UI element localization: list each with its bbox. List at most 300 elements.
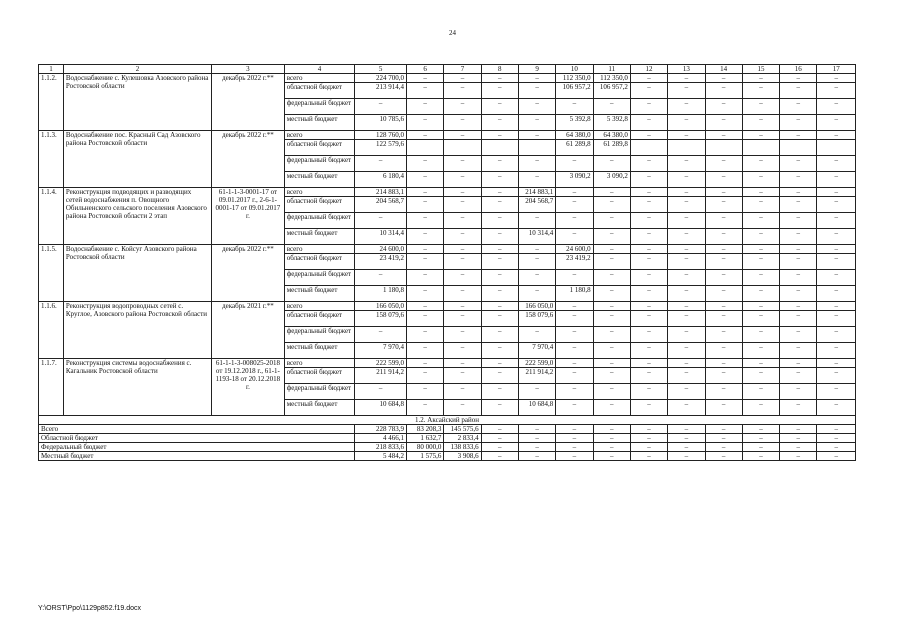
amount-cell: – [742, 254, 779, 270]
amount-cell: – [630, 188, 667, 197]
amount-cell: – [556, 343, 593, 359]
total-amount: – [630, 443, 667, 452]
amount-cell: – [444, 229, 481, 245]
amount-cell: – [705, 131, 742, 140]
amount-cell: – [593, 229, 630, 245]
amount-cell: – [481, 254, 518, 270]
amount-cell: – [630, 229, 667, 245]
amount-cell: – [518, 213, 555, 229]
total-amount: 228 783,9 [355, 425, 407, 434]
total-row [39, 425, 856, 434]
amount-cell: – [780, 368, 817, 384]
total-amount: – [630, 434, 667, 443]
amount-cell: – [444, 311, 481, 327]
total-amount: – [817, 434, 856, 443]
column-number-row [39, 65, 856, 74]
total-amount: – [780, 434, 817, 443]
amount-cell: – [407, 197, 444, 213]
amount-cell: – [668, 156, 705, 172]
total-amount: 5 484,2 [355, 452, 407, 461]
amount-cell: – [630, 270, 667, 286]
total-amount: 80 000,0 [407, 443, 444, 452]
amount-cell: – [780, 131, 817, 140]
project-name: Реконструкция системы водоснабжения с. Кагальник Ростовской области [63, 359, 211, 416]
amount-cell: – [817, 359, 856, 368]
amount-cell: – [593, 99, 630, 115]
amount-cell: – [705, 286, 742, 302]
total-amount: – [556, 452, 593, 461]
amount-cell: – [817, 156, 856, 172]
funding-source: областной бюджет [284, 197, 355, 213]
amount-cell: – [705, 229, 742, 245]
amount-cell [668, 140, 705, 156]
amount-cell: – [444, 74, 481, 83]
amount-cell: – [481, 229, 518, 245]
amount-cell: – [630, 368, 667, 384]
amount-cell: 61 289,8 [556, 140, 593, 156]
total-amount: – [817, 425, 856, 434]
amount-cell: – [444, 172, 481, 188]
table-row [39, 302, 856, 311]
amount-cell: – [780, 311, 817, 327]
funding-source: местный бюджет [284, 286, 355, 302]
amount-cell: – [518, 74, 555, 83]
total-amount: – [705, 452, 742, 461]
amount-cell: 166 050,0 [355, 302, 407, 311]
amount-cell: – [780, 156, 817, 172]
table-row [39, 74, 856, 83]
total-label: Всего [39, 425, 355, 434]
amount-cell: – [668, 302, 705, 311]
project-name: Водоснабжение пос. Красный Сад Азовского района Ростовской области [63, 131, 211, 188]
amount-cell: – [355, 156, 407, 172]
table-row [39, 359, 856, 368]
amount-cell: – [817, 311, 856, 327]
amount-cell [705, 140, 742, 156]
amount-cell: – [481, 359, 518, 368]
amount-cell: – [593, 368, 630, 384]
amount-cell: – [407, 311, 444, 327]
amount-cell: – [668, 368, 705, 384]
amount-cell: – [444, 286, 481, 302]
amount-cell: – [630, 213, 667, 229]
amount-cell: – [705, 172, 742, 188]
amount-cell: – [817, 368, 856, 384]
amount-cell: 106 957,2 [556, 83, 593, 99]
amount-cell: 166 050,0 [518, 302, 555, 311]
amount-cell: – [668, 172, 705, 188]
total-row [39, 434, 856, 443]
amount-cell: – [355, 213, 407, 229]
total-amount: – [817, 443, 856, 452]
amount-cell: – [705, 99, 742, 115]
amount-cell: – [444, 270, 481, 286]
amount-cell: – [742, 229, 779, 245]
column-number: 4 [284, 65, 355, 74]
amount-cell: – [742, 213, 779, 229]
amount-cell: 61 289,8 [593, 140, 630, 156]
amount-cell: 7 970,4 [518, 343, 555, 359]
amount-cell: 222 599,0 [355, 359, 407, 368]
amount-cell: – [668, 213, 705, 229]
project-number: 1.1.3. [39, 131, 64, 188]
amount-cell: – [556, 384, 593, 400]
amount-cell: – [481, 172, 518, 188]
amount-cell: – [481, 156, 518, 172]
column-number: 8 [481, 65, 518, 74]
project-deadline: декабрь 2022 г.** [212, 74, 285, 131]
amount-cell: – [556, 213, 593, 229]
amount-cell: 214 883,1 [355, 188, 407, 197]
amount-cell: – [780, 115, 817, 131]
total-amount: 218 833,6 [355, 443, 407, 452]
project-number: 1.1.5. [39, 245, 64, 302]
amount-cell: – [780, 254, 817, 270]
amount-cell: – [593, 327, 630, 343]
amount-cell: – [518, 327, 555, 343]
amount-cell: – [817, 254, 856, 270]
total-amount: – [630, 452, 667, 461]
total-amount: – [481, 434, 518, 443]
amount-cell: – [481, 188, 518, 197]
amount-cell: – [481, 286, 518, 302]
amount-cell: – [593, 302, 630, 311]
amount-cell: – [630, 74, 667, 83]
amount-cell [444, 140, 481, 156]
amount-cell: – [742, 270, 779, 286]
amount-cell: – [593, 254, 630, 270]
column-number: 9 [518, 65, 555, 74]
amount-cell: – [444, 400, 481, 416]
amount-cell: – [444, 302, 481, 311]
amount-cell: – [705, 327, 742, 343]
page-number: 24 [449, 29, 456, 37]
total-amount: – [742, 443, 779, 452]
amount-cell [407, 140, 444, 156]
amount-cell: – [593, 188, 630, 197]
amount-cell: – [742, 384, 779, 400]
total-amount: – [556, 425, 593, 434]
amount-cell: – [355, 384, 407, 400]
amount-cell: – [630, 400, 667, 416]
amount-cell: – [780, 384, 817, 400]
funding-source: областной бюджет [284, 311, 355, 327]
total-amount: – [742, 452, 779, 461]
amount-cell: – [407, 359, 444, 368]
amount-cell: – [742, 359, 779, 368]
amount-cell: – [556, 270, 593, 286]
amount-cell: – [742, 172, 779, 188]
amount-cell: – [481, 368, 518, 384]
total-amount: – [780, 443, 817, 452]
amount-cell: – [407, 115, 444, 131]
amount-cell: – [518, 254, 555, 270]
amount-cell: – [518, 384, 555, 400]
amount-cell: 24 600,0 [556, 245, 593, 254]
amount-cell: 1 180,8 [355, 286, 407, 302]
column-number: 7 [444, 65, 481, 74]
total-amount: – [668, 425, 705, 434]
amount-cell: 211 914,2 [518, 368, 555, 384]
amount-cell: – [556, 359, 593, 368]
amount-cell: – [407, 172, 444, 188]
funding-source: областной бюджет [284, 140, 355, 156]
amount-cell [817, 140, 856, 156]
amount-cell: 158 079,6 [518, 311, 555, 327]
amount-cell: – [407, 83, 444, 99]
amount-cell: – [668, 286, 705, 302]
amount-cell: – [444, 245, 481, 254]
amount-cell: – [407, 213, 444, 229]
amount-cell: – [444, 254, 481, 270]
column-number: 5 [355, 65, 407, 74]
amount-cell: – [780, 359, 817, 368]
amount-cell: – [481, 400, 518, 416]
amount-cell: – [556, 99, 593, 115]
amount-cell: – [407, 74, 444, 83]
amount-cell: – [817, 327, 856, 343]
funding-source: местный бюджет [284, 400, 355, 416]
project-name: Реконструкция подводящих и разводящих сетей водоснабжения п. Овощного Обильненского сельского поселения Азовского района Ростовской области 2 этап [63, 188, 211, 245]
amount-cell: – [668, 359, 705, 368]
column-number: 14 [705, 65, 742, 74]
amount-cell: – [668, 270, 705, 286]
funding-source: федеральный бюджет [284, 99, 355, 115]
amount-cell: – [705, 156, 742, 172]
amount-cell: – [817, 74, 856, 83]
amount-cell: – [668, 400, 705, 416]
amount-cell: – [705, 368, 742, 384]
amount-cell: – [556, 156, 593, 172]
amount-cell: 5 392,8 [556, 115, 593, 131]
total-amount: – [593, 443, 630, 452]
amount-cell: – [780, 74, 817, 83]
amount-cell: – [481, 213, 518, 229]
amount-cell: – [481, 197, 518, 213]
total-amount: – [518, 443, 555, 452]
amount-cell: – [593, 197, 630, 213]
funding-source: всего [284, 74, 355, 83]
amount-cell: – [481, 302, 518, 311]
amount-cell: – [630, 302, 667, 311]
amount-cell: 3 090,2 [593, 172, 630, 188]
amount-cell: – [780, 286, 817, 302]
amount-cell: – [630, 384, 667, 400]
total-amount: – [742, 425, 779, 434]
amount-cell: – [780, 343, 817, 359]
project-number: 1.1.7. [39, 359, 64, 416]
amount-cell: – [481, 115, 518, 131]
amount-cell: 5 392,8 [593, 115, 630, 131]
amount-cell: – [742, 245, 779, 254]
funding-source: местный бюджет [284, 172, 355, 188]
amount-cell [742, 140, 779, 156]
amount-cell: – [817, 302, 856, 311]
amount-cell: – [705, 83, 742, 99]
amount-cell: – [444, 131, 481, 140]
funding-source: федеральный бюджет [284, 156, 355, 172]
amount-cell [481, 140, 518, 156]
amount-cell: – [556, 327, 593, 343]
amount-cell: – [593, 245, 630, 254]
amount-cell: – [407, 384, 444, 400]
total-amount: – [481, 452, 518, 461]
total-amount: – [481, 443, 518, 452]
amount-cell: 214 883,1 [518, 188, 555, 197]
amount-cell: – [742, 286, 779, 302]
amount-cell: – [705, 270, 742, 286]
funding-table [38, 64, 856, 461]
amount-cell: – [481, 245, 518, 254]
amount-cell: – [817, 400, 856, 416]
amount-cell: – [630, 115, 667, 131]
project-number: 1.1.4. [39, 188, 64, 245]
amount-cell [630, 140, 667, 156]
amount-cell: – [668, 229, 705, 245]
amount-cell: – [630, 254, 667, 270]
amount-cell: – [630, 99, 667, 115]
amount-cell: – [817, 172, 856, 188]
amount-cell: 213 914,4 [355, 83, 407, 99]
amount-cell: – [817, 83, 856, 99]
amount-cell: 23 419,2 [355, 254, 407, 270]
amount-cell: – [407, 302, 444, 311]
amount-cell: – [742, 115, 779, 131]
amount-cell: – [407, 156, 444, 172]
total-amount: – [780, 452, 817, 461]
amount-cell: – [817, 286, 856, 302]
amount-cell: 122 579,6 [355, 140, 407, 156]
amount-cell: – [668, 245, 705, 254]
amount-cell: 106 957,2 [593, 83, 630, 99]
amount-cell: – [668, 254, 705, 270]
amount-cell: – [780, 213, 817, 229]
funding-source: местный бюджет [284, 115, 355, 131]
amount-cell: – [407, 270, 444, 286]
amount-cell: – [444, 343, 481, 359]
amount-cell: – [407, 327, 444, 343]
amount-cell: – [518, 156, 555, 172]
amount-cell: – [630, 131, 667, 140]
amount-cell: – [481, 131, 518, 140]
total-label: Местный бюджет [39, 452, 355, 461]
amount-cell: – [593, 359, 630, 368]
amount-cell: – [705, 359, 742, 368]
amount-cell: – [705, 343, 742, 359]
amount-cell: – [742, 131, 779, 140]
amount-cell: – [481, 99, 518, 115]
total-amount: 4 466,1 [355, 434, 407, 443]
amount-cell: – [481, 270, 518, 286]
amount-cell: – [407, 400, 444, 416]
total-amount: 145 575,6 [444, 425, 481, 434]
total-amount: – [780, 425, 817, 434]
amount-cell: – [630, 245, 667, 254]
amount-cell: – [780, 83, 817, 99]
amount-cell: – [481, 74, 518, 83]
column-number: 12 [630, 65, 667, 74]
amount-cell: – [742, 400, 779, 416]
amount-cell: – [742, 311, 779, 327]
total-label: Областной бюджет [39, 434, 355, 443]
amount-cell: – [593, 311, 630, 327]
amount-cell: – [705, 213, 742, 229]
total-amount: – [593, 434, 630, 443]
total-label: Федеральный бюджет [39, 443, 355, 452]
column-number: 13 [668, 65, 705, 74]
project-deadline: декабрь 2021 г.** [212, 302, 285, 359]
amount-cell: – [444, 197, 481, 213]
amount-cell: – [407, 254, 444, 270]
amount-cell: – [742, 83, 779, 99]
project-deadline: декабрь 2022 г.** [212, 245, 285, 302]
amount-cell: – [518, 83, 555, 99]
total-amount: – [518, 434, 555, 443]
amount-cell: – [518, 270, 555, 286]
amount-cell: – [556, 311, 593, 327]
amount-cell: 128 760,0 [355, 131, 407, 140]
total-amount: – [481, 425, 518, 434]
amount-cell: – [780, 172, 817, 188]
column-number: 1 [39, 65, 64, 74]
amount-cell: 10 314,4 [518, 229, 555, 245]
amount-cell: – [630, 286, 667, 302]
amount-cell: – [481, 343, 518, 359]
amount-cell: – [556, 197, 593, 213]
funding-source: областной бюджет [284, 83, 355, 99]
column-number: 3 [212, 65, 285, 74]
amount-cell: – [593, 400, 630, 416]
amount-cell: – [444, 213, 481, 229]
amount-cell: – [742, 327, 779, 343]
amount-cell: – [407, 286, 444, 302]
amount-cell: – [481, 311, 518, 327]
amount-cell: – [742, 302, 779, 311]
amount-cell: – [705, 245, 742, 254]
amount-cell: – [705, 74, 742, 83]
amount-cell: – [556, 188, 593, 197]
total-amount: – [705, 434, 742, 443]
amount-cell: – [593, 286, 630, 302]
amount-cell: – [780, 188, 817, 197]
column-number: 6 [407, 65, 444, 74]
amount-cell: – [481, 384, 518, 400]
amount-cell: – [444, 115, 481, 131]
amount-cell: – [630, 156, 667, 172]
amount-cell: – [668, 384, 705, 400]
amount-cell: – [518, 99, 555, 115]
amount-cell: 1 180,8 [556, 286, 593, 302]
amount-cell: – [668, 74, 705, 83]
amount-cell: 158 079,6 [355, 311, 407, 327]
amount-cell: 211 914,2 [355, 368, 407, 384]
amount-cell: – [444, 83, 481, 99]
funding-source: местный бюджет [284, 343, 355, 359]
amount-cell: – [780, 400, 817, 416]
funding-source: всего [284, 302, 355, 311]
amount-cell: 204 568,7 [518, 197, 555, 213]
amount-cell: – [817, 270, 856, 286]
project-number: 1.1.6. [39, 302, 64, 359]
total-amount: – [705, 425, 742, 434]
amount-cell: – [630, 197, 667, 213]
amount-cell: – [668, 99, 705, 115]
amount-cell: 64 380,0 [556, 131, 593, 140]
amount-cell: 224 700,0 [355, 74, 407, 83]
amount-cell: – [355, 99, 407, 115]
amount-cell: – [780, 99, 817, 115]
amount-cell: 112 350,0 [556, 74, 593, 83]
